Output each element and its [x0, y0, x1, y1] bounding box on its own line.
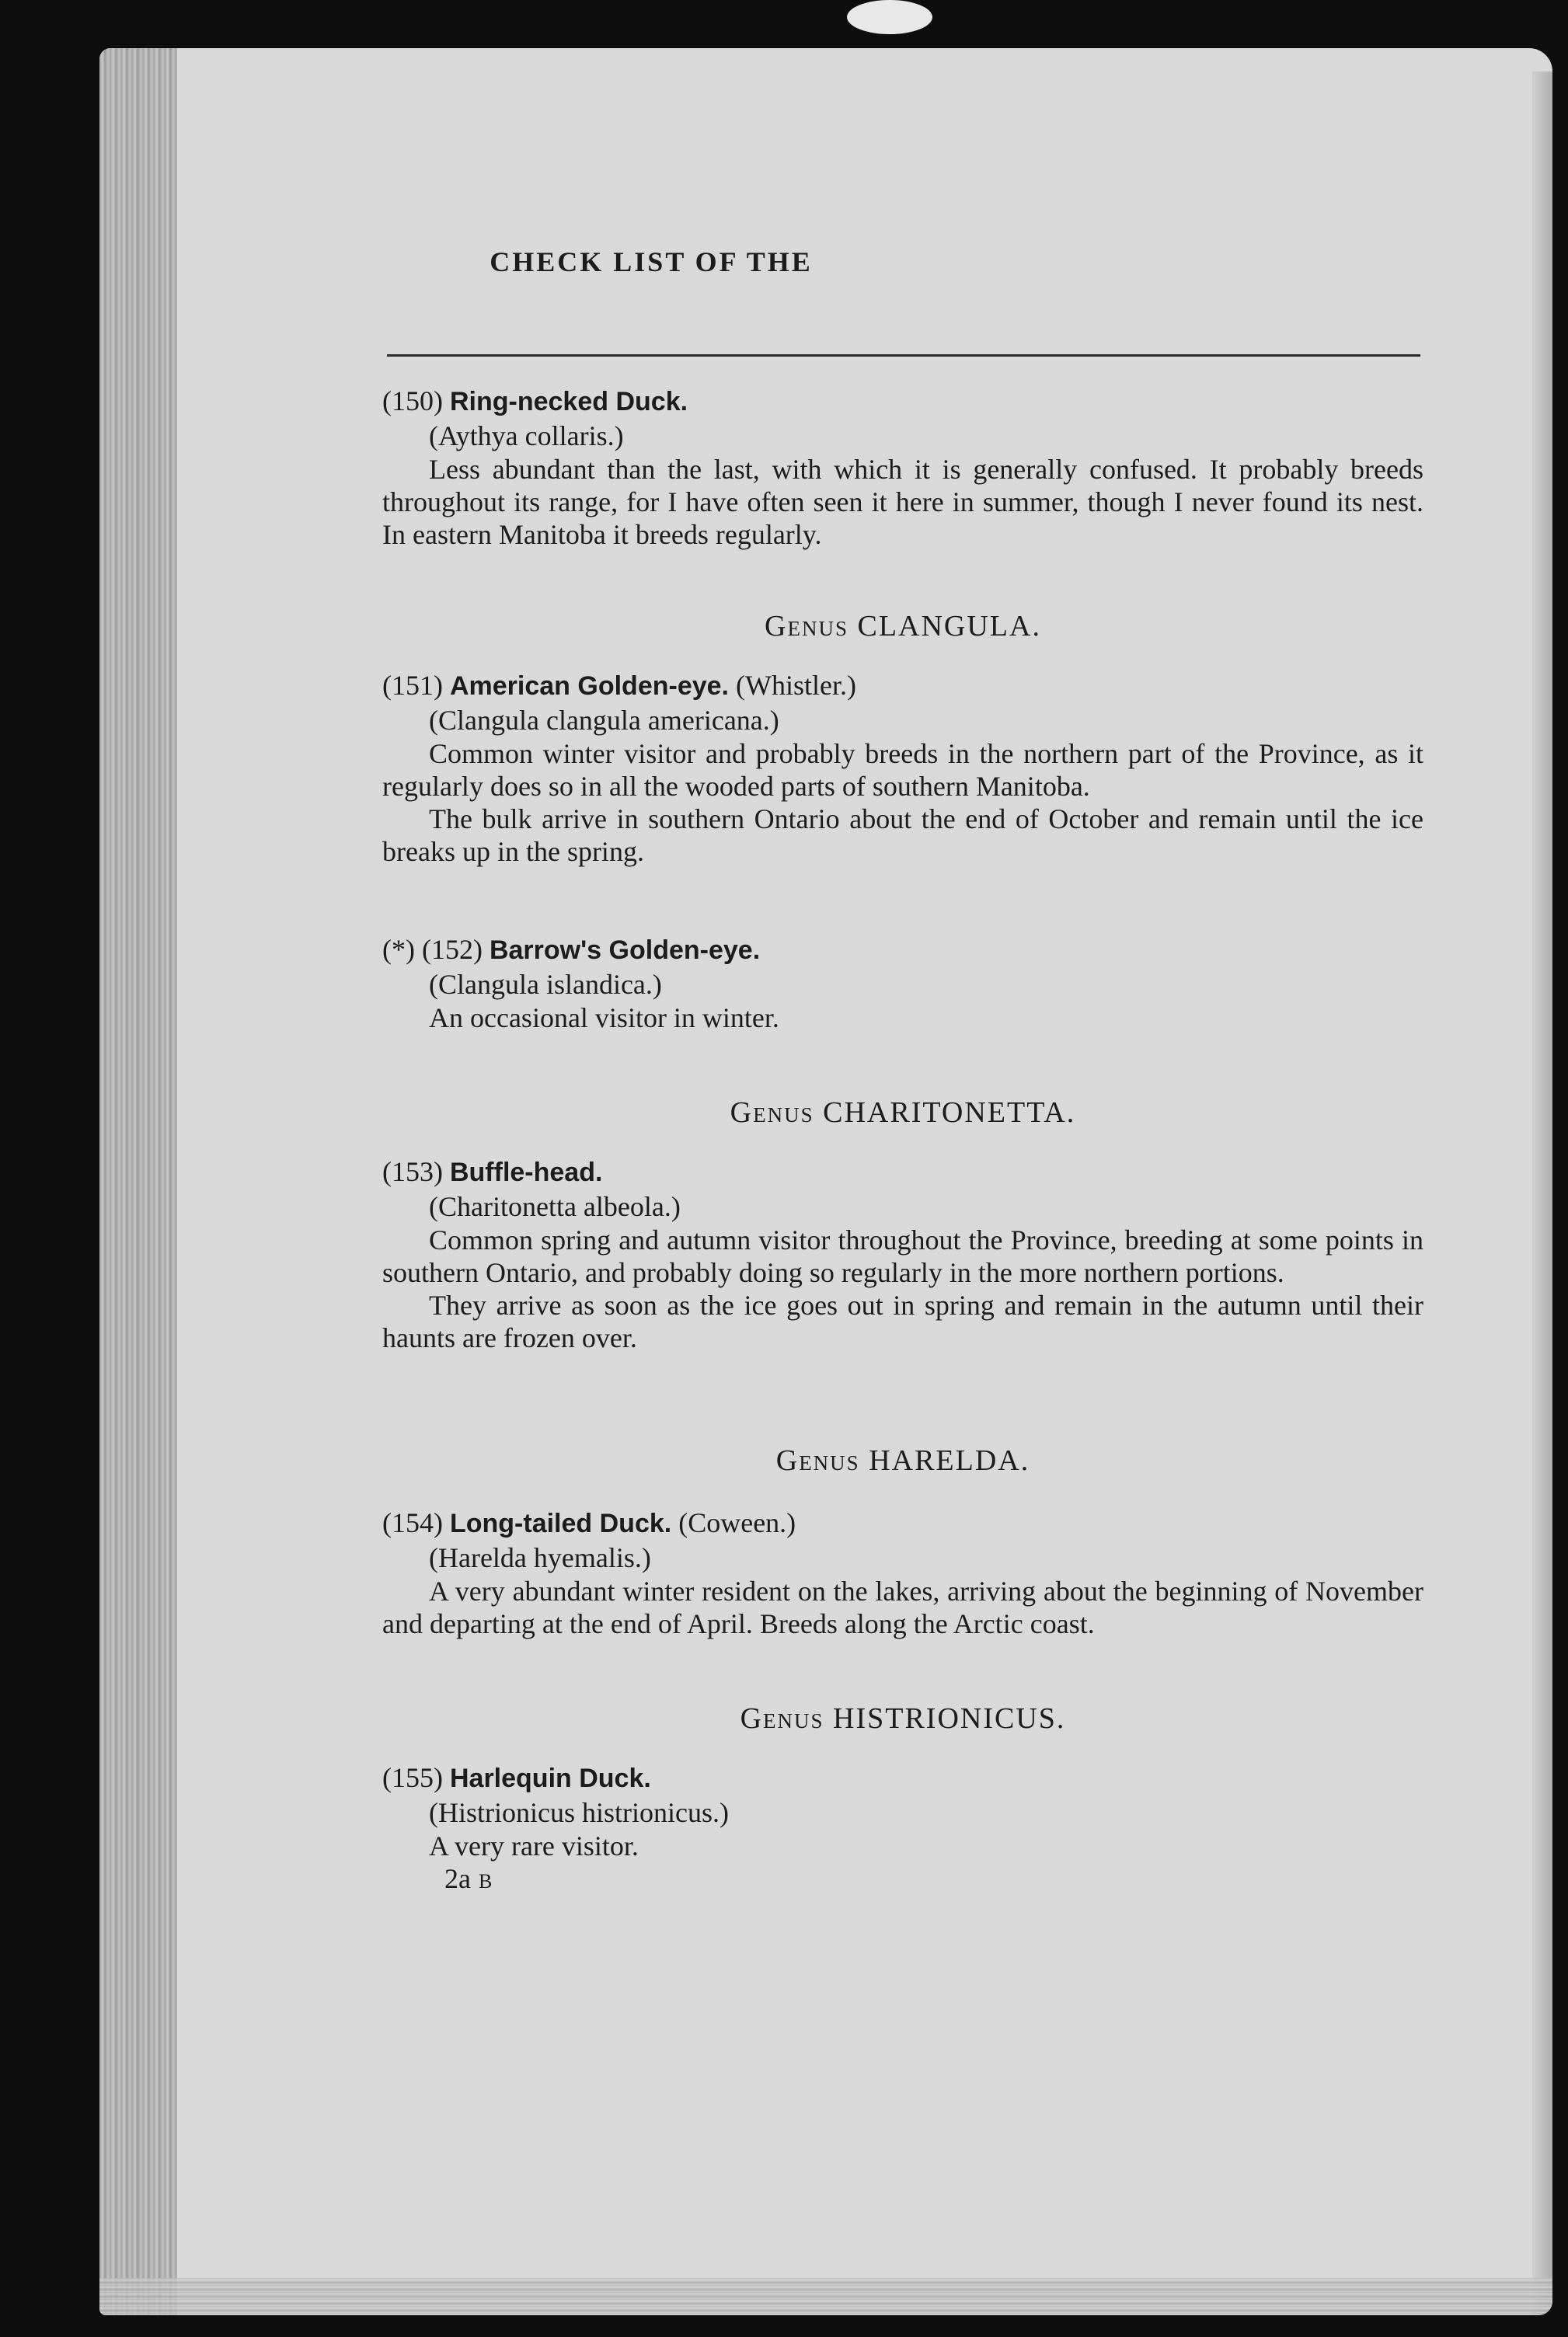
latin-name: (Clangula clangula americana.): [429, 705, 779, 736]
latin-name: (Histrionicus histrionicus.): [429, 1797, 729, 1828]
species-name: Long-tailed Duck.: [449, 1509, 672, 1538]
species-name: Buffle-head.: [449, 1158, 603, 1187]
entry-paragraph: Less abundant than the last, with which it is generally confused. It probably breeds throughout its range, for I have often seen it here in summer, though I never found its nest. In eastern Manitoba it breeds regularly.: [382, 454, 1423, 550]
common-alt-name: (Coween.): [678, 1507, 796, 1538]
entry-number: (150): [382, 385, 443, 416]
entry-number: (*) (152): [382, 934, 483, 965]
signature-mark: 2a B: [444, 1863, 493, 1894]
entry-152: [382, 932, 1423, 1034]
entry-number: (154): [382, 1507, 443, 1538]
latin-name: (Clangula islandica.): [429, 969, 662, 1000]
genus-heading-histrionicus: Genus HISTRIONICUS.: [740, 1702, 1066, 1735]
entry-paragraph: Common winter visitor and probably breeds in the northern part of the Province, as it regularly does so in all the wooded parts of southern Manitoba.: [382, 738, 1423, 802]
entry-paragraph: A very rare visitor.: [429, 1830, 639, 1862]
entry-150: [382, 384, 1423, 551]
species-name: American Golden-eye.: [449, 671, 729, 701]
entry-paragraph: A very abundant winter resident on the lakes, arriving about the beginning of November and departing at the end of April. Breeds along the Arctic coast.: [382, 1576, 1423, 1639]
latin-name: (Aythya collaris.): [429, 420, 624, 451]
latin-name: (Harelda hyemalis.): [429, 1542, 651, 1573]
species-name: Barrow's Golden-eye.: [489, 935, 761, 965]
head-rule: [387, 354, 1420, 357]
species-name: Harlequin Duck.: [449, 1764, 651, 1793]
running-head: CHECK LIST OF THE: [490, 246, 813, 277]
genus-heading-clangula: Genus CLANGULA.: [765, 610, 1041, 643]
page-edge-left: [99, 48, 177, 2315]
entry-number: (153): [382, 1156, 443, 1187]
genus-heading-harelda: Genus HARELDA.: [775, 1444, 1030, 1477]
common-alt-name: (Whistler.): [736, 670, 856, 701]
entry-paragraph: Common spring and autumn visitor throughout the Province, breeding at some points in southern Ontario, and probably doing so regularly in the more northern portions.: [382, 1224, 1423, 1288]
page-edge-bottom: [99, 2278, 1552, 2315]
genus-heading-charitonetta: Genus CHARITONETTA.: [730, 1096, 1076, 1129]
page-edge-right: [1532, 71, 1552, 2315]
entry-153: [382, 1155, 1423, 1354]
entry-number: (151): [382, 670, 443, 701]
entry-paragraph: The bulk arrive in southern Ontario about the end of October and remain until the ice breaks up in the spring.: [382, 803, 1423, 867]
entry-paragraph: They arrive as soon as the ice goes out in spring and remain in the autumn until their haunts are frozen over.: [382, 1290, 1423, 1353]
entry-number: (155): [382, 1762, 443, 1793]
entry-paragraph: An occasional visitor in winter.: [429, 1002, 779, 1033]
latin-name: (Charitonetta albeola.): [429, 1191, 681, 1222]
paper-tear: [847, 0, 932, 34]
entry-154: [382, 1506, 1423, 1640]
species-name: Ring-necked Duck.: [449, 387, 688, 416]
entry-151: [382, 668, 1423, 868]
entry-155: [382, 1761, 1423, 1895]
